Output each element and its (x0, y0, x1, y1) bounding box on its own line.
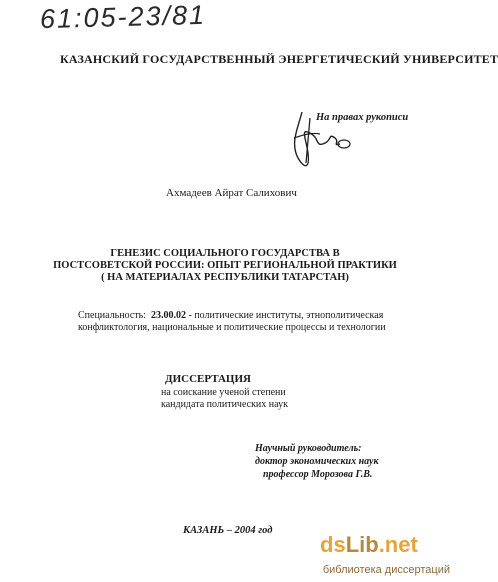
supervisor-label: Научный руководитель: (255, 443, 362, 454)
specialty-label: Специальность: (78, 310, 146, 321)
dissertation-heading: ДИССЕРТАЦИЯ (165, 373, 251, 385)
supervisor-degree: доктор экономических наук (255, 456, 379, 467)
specialty-text: - политические институты, этнополитическая (188, 310, 384, 321)
title-line: ( НА МАТЕРИАЛАХ РЕСПУБЛИКИ ТАТАРСТАН) (101, 272, 349, 283)
author-name: Ахмадеев Айрат Салихович (166, 187, 297, 199)
dissertation-title (0, 248, 450, 284)
specialty-block (78, 310, 386, 334)
title-line: ПОСТСОВЕТСКОЙ РОССИИ: ОПЫТ РЕГИОНАЛЬНОЙ ПРАКТИКИ (53, 260, 397, 271)
degree-line: на соискание ученой степени (161, 387, 286, 398)
manuscript-rights: На правах рукописи (316, 112, 409, 123)
title-line: ГЕНЕЗИС СОЦИАЛЬНОГО ГОСУДАРСТВА В (110, 248, 340, 259)
specialty-text-cont: конфликтология, национальные и политические процессы и технологии (78, 322, 386, 333)
archive-number: 61:05-23/81 (39, 0, 207, 35)
city-year: КАЗАНЬ – 2004 год (183, 525, 273, 536)
dslib-caption: библиотека диссертаций (322, 564, 450, 576)
dslib-watermark (282, 532, 450, 582)
supervisor-block (255, 442, 379, 481)
dissertation-degree (161, 387, 288, 411)
supervisor-name: профессор Морозова Г.В. (263, 469, 373, 480)
degree-line: кандидата политических наук (161, 399, 288, 410)
specialty-code: 23.00.02 (151, 310, 186, 321)
dslib-logo: dsLib.net (320, 532, 418, 557)
university-name: КАЗАНСКИЙ ГОСУДАРСТВЕННЫЙ ЭНЕРГЕТИЧЕСКИЙ УНИВЕРСИТЕТ (60, 52, 498, 66)
